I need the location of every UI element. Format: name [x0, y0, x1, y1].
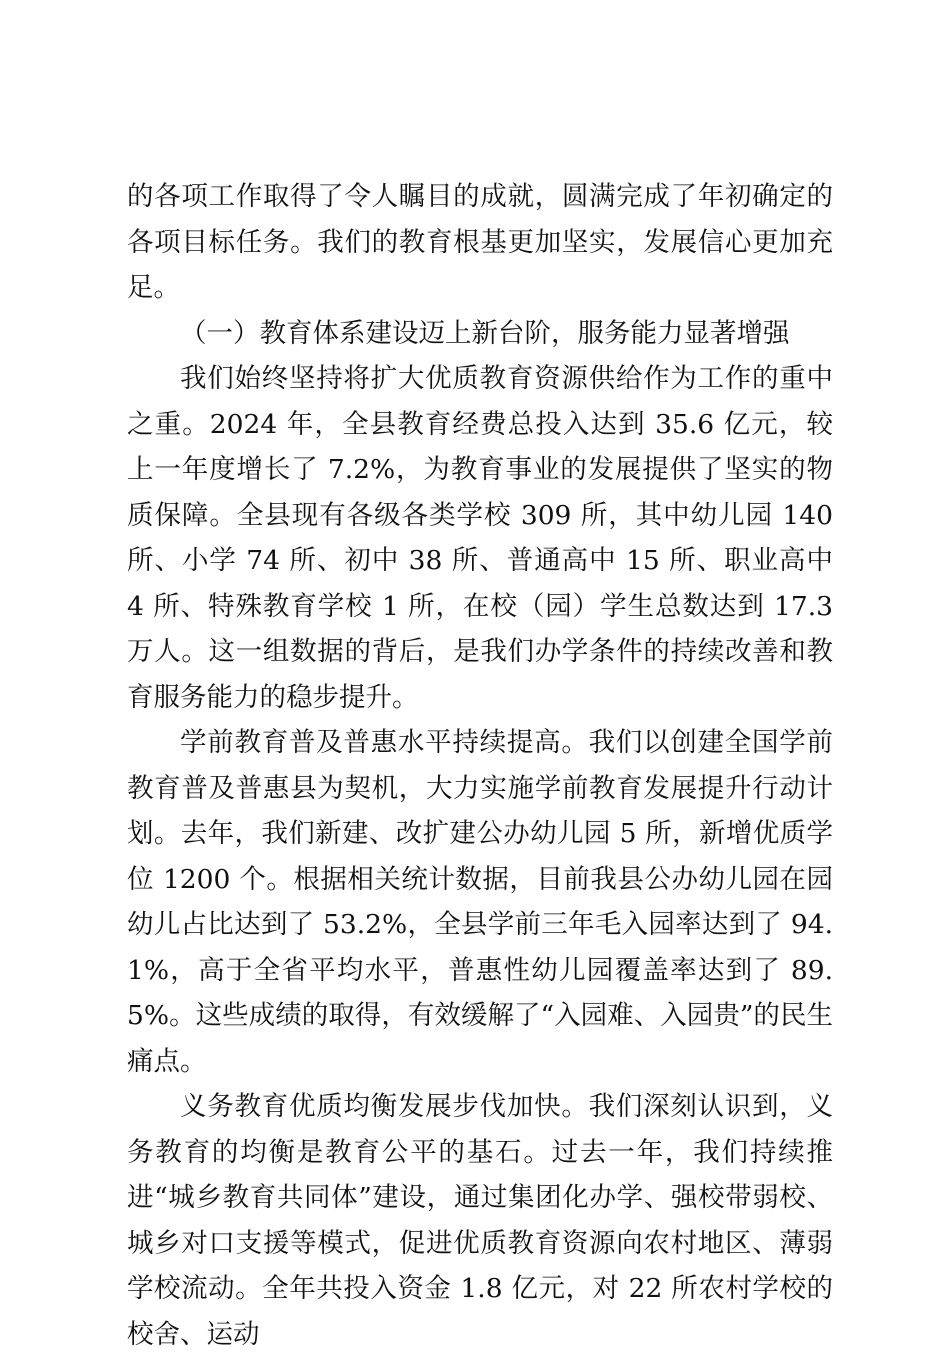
paragraph-education-system: 我们始终坚持将扩大优质教育资源供给作为工作的重中之重。2024 年，全县教育经费总投入达到 35.6 亿元，较上一年度增长了 7.2%，为教育事业的发展提供了坚实的物质保障。全县现有各级各类学校 309 所，其中幼儿园 140 所、小学 74 所、初中 38 所、普通高中 15 所、职业高中 4 所、特殊教育学校 1 所，在校（园）学生总数达到 17.3 万人。这一组数据的背后，是我们办学条件的持续改善和教育服务能力的稳步提升。: [127, 363, 833, 713]
document-body: [127, 174, 833, 1357]
paragraph-continuation: 的各项工作取得了令人瞩目的成就，圆满完成了年初确定的各项目标任务。我们的教育根基更加坚实，发展信心更加充足。: [127, 181, 833, 303]
paragraph-preschool: 学前教育普及普惠水平持续提高。我们以创建全国学前教育普及普惠县为契机，大力实施学前教育发展提升行动计划。去年，我们新建、改扩建公办幼儿园 5 所，新增优质学位 1200 个。根据相关统计数据，目前我县公办幼儿园在园幼儿占比达到了 53.2%，全县学前三年毛入园率达到了 94.1%，高于全省平均水平，普惠性幼儿园覆盖率达到了 89.5%。这些成绩的取得，有效缓解了“入园难、入园贵”的民生痛点。: [127, 727, 833, 1077]
section-heading: （一）教育体系建设迈上新台阶，服务能力显著增强: [180, 317, 790, 349]
paragraph-compulsory-education: 义务教育优质均衡发展步伐加快。我们深刻认识到，义务教育的均衡是教育公平的基石。过去一年，我们持续推进“城乡教育共同体”建设，通过集团化办学、强校带弱校、城乡对口支援等模式，促进优质教育资源向农村地区、薄弱学校流动。全年共投入资金 1.8 亿元，对 22 所农村学校的校舍、运动: [127, 1091, 833, 1350]
